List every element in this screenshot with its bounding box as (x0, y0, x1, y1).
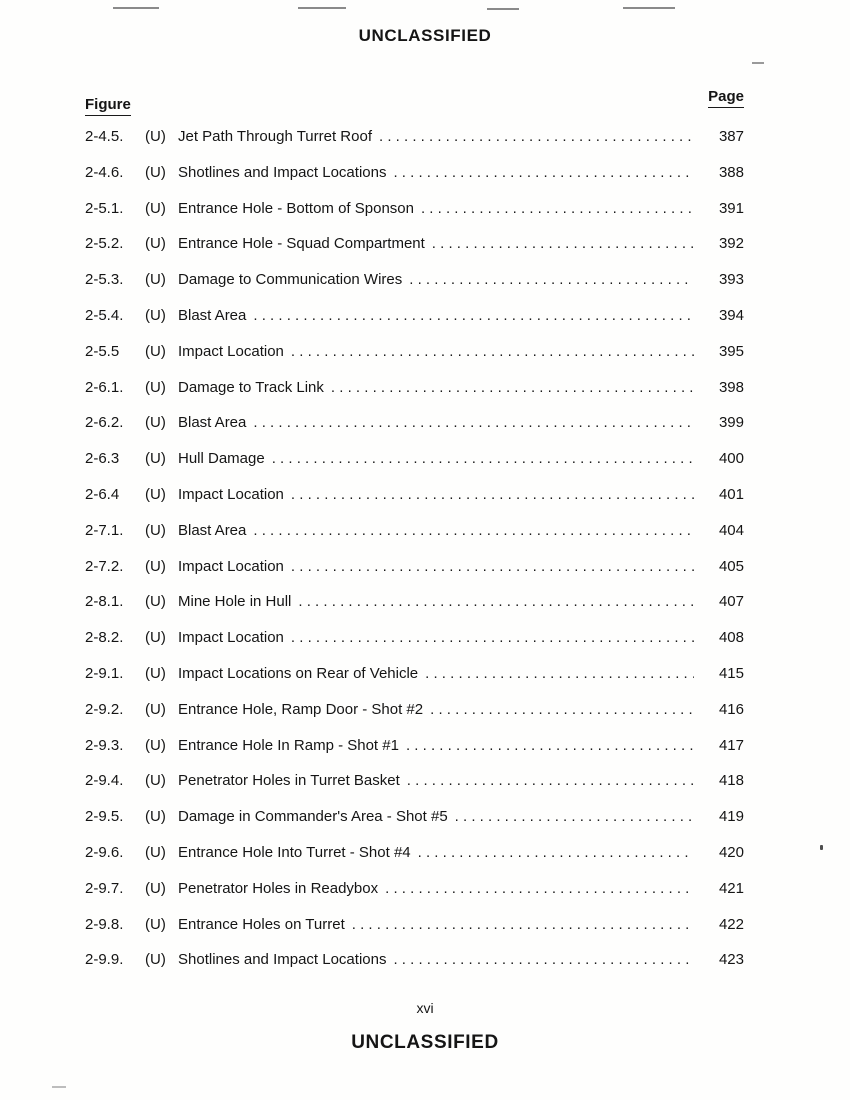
dot-leader (407, 772, 694, 789)
classification-banner-top: UNCLASSIFIED (358, 26, 492, 45)
figure-list-row (85, 379, 744, 415)
figure-number: 2-6.4 (85, 485, 120, 503)
dot-leader (385, 880, 694, 897)
dot-leader (272, 450, 694, 467)
classification-mark: (U) (145, 342, 166, 360)
dot-leader (253, 307, 694, 324)
dot-leader (291, 558, 694, 575)
page-number: 421 (718, 879, 744, 897)
figure-list-row (85, 701, 744, 737)
scan-artifact (820, 845, 823, 850)
dot-leader (409, 271, 694, 288)
figure-number: 2-5.3. (85, 271, 124, 289)
classification-mark: (U) (145, 664, 166, 682)
figure-number: 2-6.2. (85, 414, 124, 432)
classification-mark: (U) (145, 915, 166, 933)
dot-leader (418, 844, 694, 861)
figure-title: Blast Area (178, 521, 247, 539)
page-number: 407 (718, 593, 744, 611)
figure-column-header: Figure (85, 96, 131, 116)
figure-number: 2-6.1. (85, 378, 124, 396)
dot-leader (455, 808, 694, 825)
dot-leader (253, 522, 694, 539)
page-number: 401 (718, 485, 744, 503)
figure-number: 2-8.2. (85, 629, 124, 647)
figure-title: Blast Area (178, 306, 247, 324)
figure-number: 2-7.1. (85, 521, 124, 539)
figure-title: Impact Location (178, 557, 284, 575)
classification-mark: (U) (145, 271, 166, 289)
figure-number: 2-9.3. (85, 736, 124, 754)
classification-mark: (U) (145, 736, 166, 754)
figure-title: Hull Damage (178, 450, 265, 468)
figure-title: Entrance Hole - Squad Compartment (178, 235, 425, 253)
page-number: 387 (718, 128, 744, 145)
scan-artifact (113, 7, 159, 9)
figure-number: 2-6.3 (85, 450, 120, 468)
figure-list-row (85, 271, 744, 307)
page-number: 393 (718, 271, 744, 289)
figure-number: 2-9.1. (85, 664, 124, 682)
figure-list-row (85, 558, 744, 594)
column-headers (85, 88, 744, 116)
figure-list-row (85, 522, 744, 558)
figure-list (85, 128, 744, 987)
figure-number: 2-9.5. (85, 808, 124, 826)
page-number: 394 (718, 306, 744, 324)
page-number: 408 (718, 629, 744, 647)
dot-leader (393, 164, 694, 181)
figure-title: Damage to Track Link (178, 378, 324, 396)
page-number: 391 (718, 199, 744, 217)
scan-artifact (623, 7, 675, 9)
list-of-figures (85, 88, 744, 987)
page-number: 400 (718, 450, 744, 468)
figure-list-row (85, 486, 744, 522)
figure-list-row (85, 629, 744, 665)
figure-title: Damage to Communication Wires (178, 271, 403, 289)
figure-number: 2-9.9. (85, 951, 124, 969)
classification-mark: (U) (145, 879, 166, 897)
figure-list-row (85, 343, 744, 379)
figure-number: 2-5.5 (85, 342, 120, 360)
dot-leader (432, 235, 694, 252)
dot-leader (253, 414, 694, 431)
dot-leader (291, 629, 694, 646)
figure-number: 2-7.2. (85, 557, 124, 575)
figure-list-row (85, 880, 744, 916)
page-number: 419 (718, 808, 744, 826)
figure-title: Blast Area (178, 414, 247, 432)
page-number: 388 (718, 163, 744, 181)
classification-mark: (U) (145, 843, 166, 861)
page-number-footer: xvi (416, 1000, 434, 1016)
classification-mark: (U) (145, 485, 166, 503)
page-number: 405 (718, 557, 744, 575)
figure-number: 2-9.7. (85, 879, 124, 897)
page-number: 415 (718, 664, 744, 682)
figure-title: Entrance Hole, Ramp Door - Shot #2 (178, 700, 424, 718)
page-number: 418 (718, 772, 744, 790)
page-number: 416 (718, 700, 744, 718)
classification-mark: (U) (145, 199, 166, 217)
figure-number: 2-4.5. (85, 128, 124, 145)
classification-banner-bottom: UNCLASSIFIED (351, 1032, 499, 1053)
classification-mark: (U) (145, 306, 166, 324)
figure-list-row (85, 450, 744, 486)
figure-list-row (85, 307, 744, 343)
scan-artifact (752, 62, 764, 64)
classification-mark: (U) (145, 593, 166, 611)
classification-mark: (U) (145, 378, 166, 396)
figure-title: Impact Locations on Rear of Vehicle (178, 664, 419, 682)
figure-number: 2-9.6. (85, 843, 124, 861)
page-number: 398 (718, 378, 744, 396)
figure-number: 2-9.8. (85, 915, 124, 933)
figure-list-row (85, 235, 744, 271)
classification-mark: (U) (145, 450, 166, 468)
page-number: 422 (718, 915, 744, 933)
classification-mark: (U) (145, 700, 166, 718)
dot-leader (393, 951, 694, 968)
figure-list-row (85, 164, 744, 200)
page-number: 417 (718, 736, 744, 754)
dot-leader (291, 343, 694, 360)
figure-list-row (85, 593, 744, 629)
classification-mark: (U) (145, 414, 166, 432)
dot-leader (421, 200, 694, 217)
page-number: 404 (718, 521, 744, 539)
figure-number: 2-5.4. (85, 306, 124, 324)
classification-mark: (U) (145, 629, 166, 647)
figure-title: Impact Location (178, 485, 284, 503)
scan-artifact (52, 1086, 66, 1088)
dot-leader (352, 916, 694, 933)
figure-list-row (85, 665, 744, 701)
dot-leader (425, 665, 694, 682)
dot-leader (430, 701, 694, 718)
page-number: 423 (718, 951, 744, 969)
figure-list-row (85, 200, 744, 236)
classification-mark: (U) (145, 163, 166, 181)
figure-number: 2-8.1. (85, 593, 124, 611)
figure-title: Damage in Commander's Area - Shot #5 (178, 808, 448, 826)
figure-list-row (85, 951, 744, 987)
classification-mark: (U) (145, 772, 166, 790)
figure-number: 2-5.1. (85, 199, 124, 217)
figure-title: Shotlines and Impact Locations (178, 951, 387, 969)
page-number: 395 (718, 342, 744, 360)
dot-leader (291, 486, 694, 503)
figure-list-row (85, 772, 744, 808)
figure-list-row (85, 414, 744, 450)
classification-mark: (U) (145, 521, 166, 539)
classification-mark: (U) (145, 951, 166, 969)
classification-mark: (U) (145, 128, 166, 145)
classification-mark: (U) (145, 235, 166, 253)
dot-leader (406, 737, 694, 754)
page-number: 392 (718, 235, 744, 253)
figure-list-row (85, 128, 744, 164)
figure-number: 2-9.2. (85, 700, 124, 718)
figure-title: Entrance Hole Into Turret - Shot #4 (178, 843, 411, 861)
page-number: 399 (718, 414, 744, 432)
figure-title: Penetrator Holes in Readybox (178, 879, 379, 897)
figure-list-row (85, 844, 744, 880)
figure-title: Entrance Holes on Turret (178, 915, 345, 933)
figure-title: Shotlines and Impact Locations (178, 163, 387, 181)
figure-title: Jet Path Through Turret Roof (178, 128, 372, 145)
classification-mark: (U) (145, 808, 166, 826)
dot-leader (331, 379, 694, 396)
figure-title: Mine Hole in Hull (178, 593, 292, 611)
figure-number: 2-5.2. (85, 235, 124, 253)
figure-title: Penetrator Holes in Turret Basket (178, 772, 400, 790)
figure-number: 2-4.6. (85, 163, 124, 181)
dot-leader (379, 128, 694, 145)
page-column-header: Page (708, 88, 744, 108)
figure-title: Entrance Hole In Ramp - Shot #1 (178, 736, 399, 754)
figure-number: 2-9.4. (85, 772, 124, 790)
figure-list-row (85, 916, 744, 952)
scan-artifact (298, 7, 346, 9)
dot-leader (298, 593, 694, 610)
page-number: 420 (718, 843, 744, 861)
figure-title: Entrance Hole - Bottom of Sponson (178, 199, 414, 217)
figure-list-row (85, 808, 744, 844)
figure-title: Impact Location (178, 342, 284, 360)
scan-artifact (487, 8, 519, 10)
figure-list-row (85, 737, 744, 773)
classification-mark: (U) (145, 557, 166, 575)
figure-title: Impact Location (178, 629, 284, 647)
